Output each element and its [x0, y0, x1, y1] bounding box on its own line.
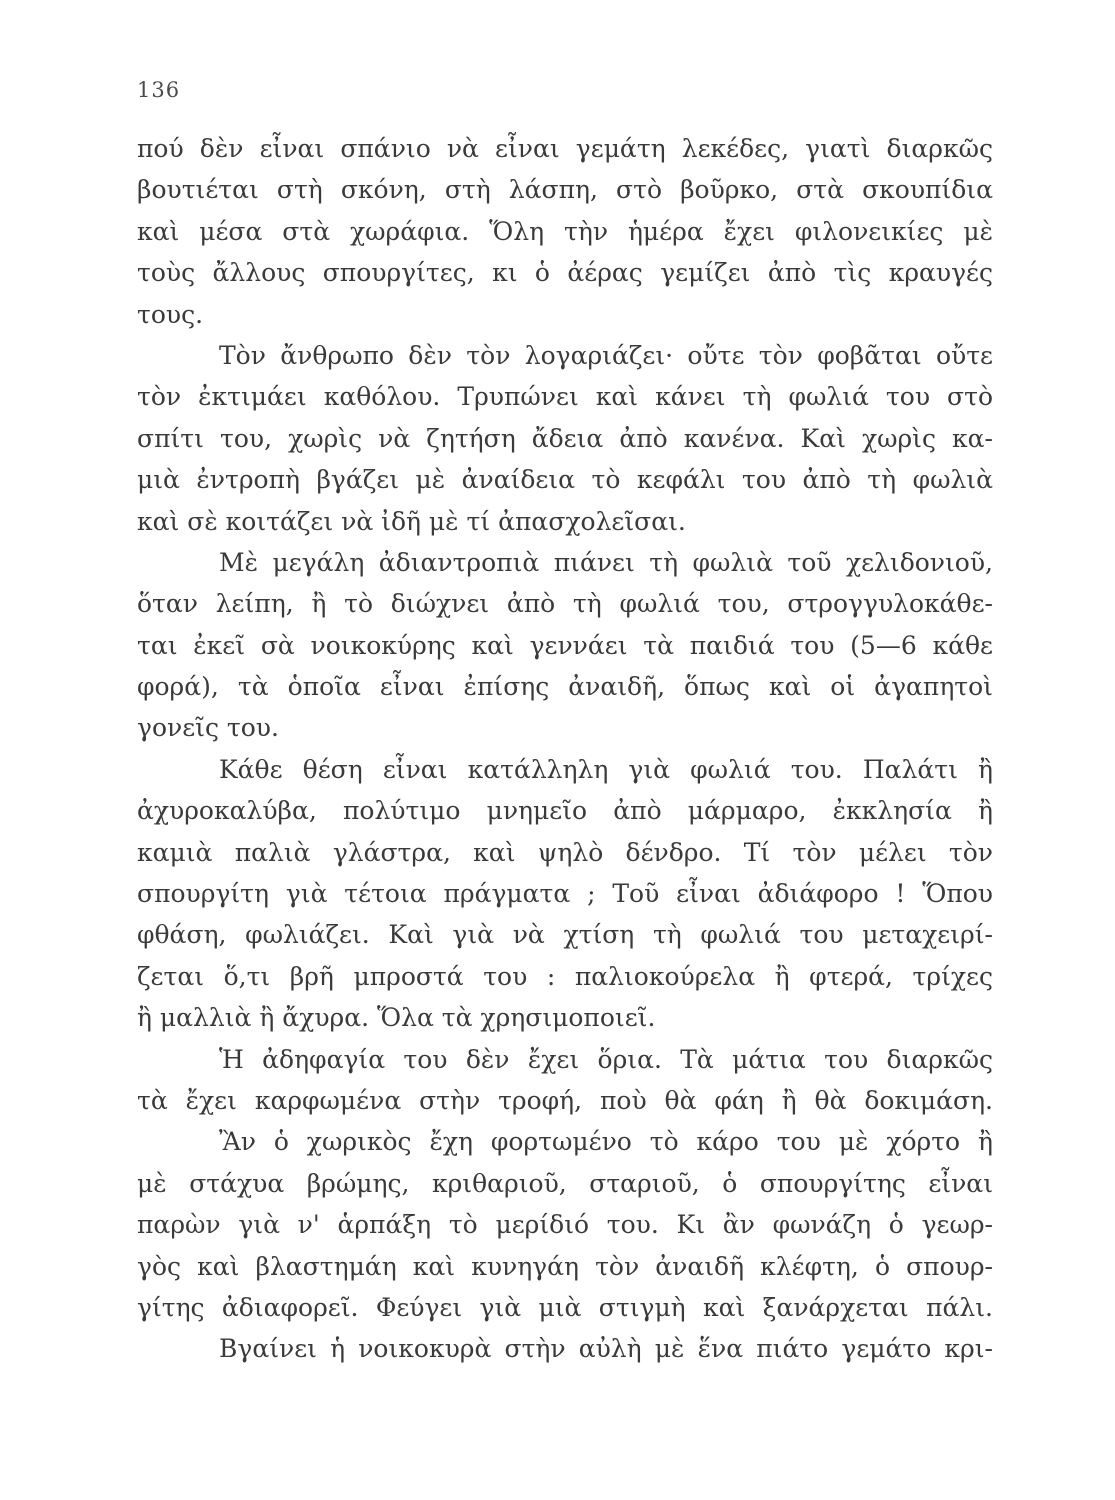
text-line: τὸν ἐκτιμάει καθόλου. Τρυπώνει καὶ κάνει τὴ φωλιά του στὸ [137, 382, 993, 412]
text-line: ἢ μαλλιὰ ἢ ἄχυρα. Ὅλα τὰ χρησιμοποιεῖ. [137, 1003, 656, 1033]
text-line: μιὰ ἐντροπὴ βγάζει μὲ ἀναίδεια τὸ κεφάλι του ἀπὸ τὴ φωλιὰ [137, 465, 993, 495]
paragraph-start-line: Κάθε θέση εἶναι κατάλληλη γιὰ φωλιά του. Παλάτι ἢ [219, 754, 993, 784]
text-line: ται ἐκεῖ σὰ νοικοκύρης καὶ γεννάει τὰ παιδιά του (5—6 κάθε [137, 630, 993, 660]
text-line: τοὺς ἄλλους σπουργίτες, κι ὁ ἀέρας γεμίζει ἀπὸ τὶς κραυγές [137, 258, 993, 288]
text-line: καμιὰ παλιὰ γλάστρα, καὶ ψηλὸ δένδρο. Τί τὸν μέλει τὸν [137, 837, 993, 867]
body-text [137, 128, 993, 1370]
text-line: τους. [137, 299, 204, 329]
text-line: πού δὲν εἶναι σπάνιο νὰ εἶναι γεμάτη λεκέδες, γιατὶ διαρκῶς [137, 134, 993, 163]
text-line: ἀχυροκαλύβα, πολύτιμο μνημεῖο ἀπὸ μάρμαρο, ἐκκλησία ἢ [137, 796, 993, 826]
text-line: ζεται ὅ,τι βρῆ μπροστά του : παλιοκούρελα ἢ φτερά, τρίχες [137, 961, 993, 991]
text-line: γίτης ἀδιαφορεῖ. Φεύγει γιὰ μιὰ στιγμὴ καὶ ξανάρχεται πάλι. [137, 1292, 993, 1322]
paragraph-start-line: Τὸν ἄνθρωπο δὲν τὸν λογαριάζει· οὔτε τὸν φοβᾶται οὔτε [219, 340, 993, 370]
text-line: σπουργίτη γιὰ τέτοια πράγματα ; Τοῦ εἶναι ἀδιάφορο ! Ὅπου [137, 879, 993, 909]
paragraph-start-line: Ἡ ἀδηφαγία του δὲν ἔχει ὅρια. Τὰ μάτια του διαρκῶς [219, 1044, 993, 1074]
paragraph-start-line: Μὲ μεγάλη ἀδιαντροπιὰ πιάνει τὴ φωλιὰ τοῦ χελιδονιοῦ, [219, 547, 993, 577]
text-line: σπίτι του, χωρὶς νὰ ζητήση ἄδεια ἀπὸ κανένα. Καὶ χωρὶς κα- [137, 423, 993, 453]
paragraph-start-line: Βγαίνει ἡ νοικοκυρὰ στὴν αὐλὴ μὲ ἕνα πιάτο γεμάτο κρι- [219, 1334, 993, 1364]
text-line: βουτιέται στὴ σκόνη, στὴ λάσπη, στὸ βοῦρκο, στὰ σκουπίδια [137, 175, 993, 205]
text-line: παρὼν γιὰ ν' ἁρπάξη τὸ μερίδιό του. Κι ἂν φωνάζη ὁ γεωρ- [137, 1210, 993, 1240]
text-line: μὲ στάχυα βρώμης, κριθαριοῦ, σταριοῦ, ὁ σπουργίτης εἶναι [137, 1168, 993, 1198]
text-line: καὶ μέσα στὰ χωράφια. Ὅλη τὴν ἡμέρα ἔχει φιλονεικίες μὲ [137, 216, 993, 246]
text-line: γὸς καὶ βλαστημάη καὶ κυνηγάη τὸν ἀναιδῆ κλέφτη, ὁ σπουρ- [137, 1251, 993, 1281]
text-line: φθάση, φωλιάζει. Καὶ γιὰ νὰ χτίση τὴ φωλιά του μεταχειρί- [137, 920, 993, 950]
text-line: τὰ ἔχει καρφωμένα στὴν τροφή, ποὺ θὰ φάη ἢ θὰ δοκιμάση. [137, 1085, 993, 1115]
text-line: γονεῖς του. [137, 713, 279, 743]
text-line: φορά), τὰ ὁποῖα εἶναι ἐπίσης ἀναιδῆ, ὅπως καὶ οἱ ἀγαπητοὶ [137, 672, 993, 702]
paragraph-start-line: Ἂν ὁ χωρικὸς ἔχη φορτωμένο τὸ κάρο του μὲ χόρτο ἢ [219, 1127, 993, 1157]
text-line: ὅταν λείπη, ἢ τὸ διώχνει ἀπὸ τὴ φωλιά του, στρογγυλοκάθε- [137, 589, 993, 619]
page-number: 136 [137, 78, 181, 102]
text-line: καὶ σὲ κοιτάζει νὰ ἰδῆ μὲ τί ἀπασχολεῖσαι. [137, 506, 686, 536]
